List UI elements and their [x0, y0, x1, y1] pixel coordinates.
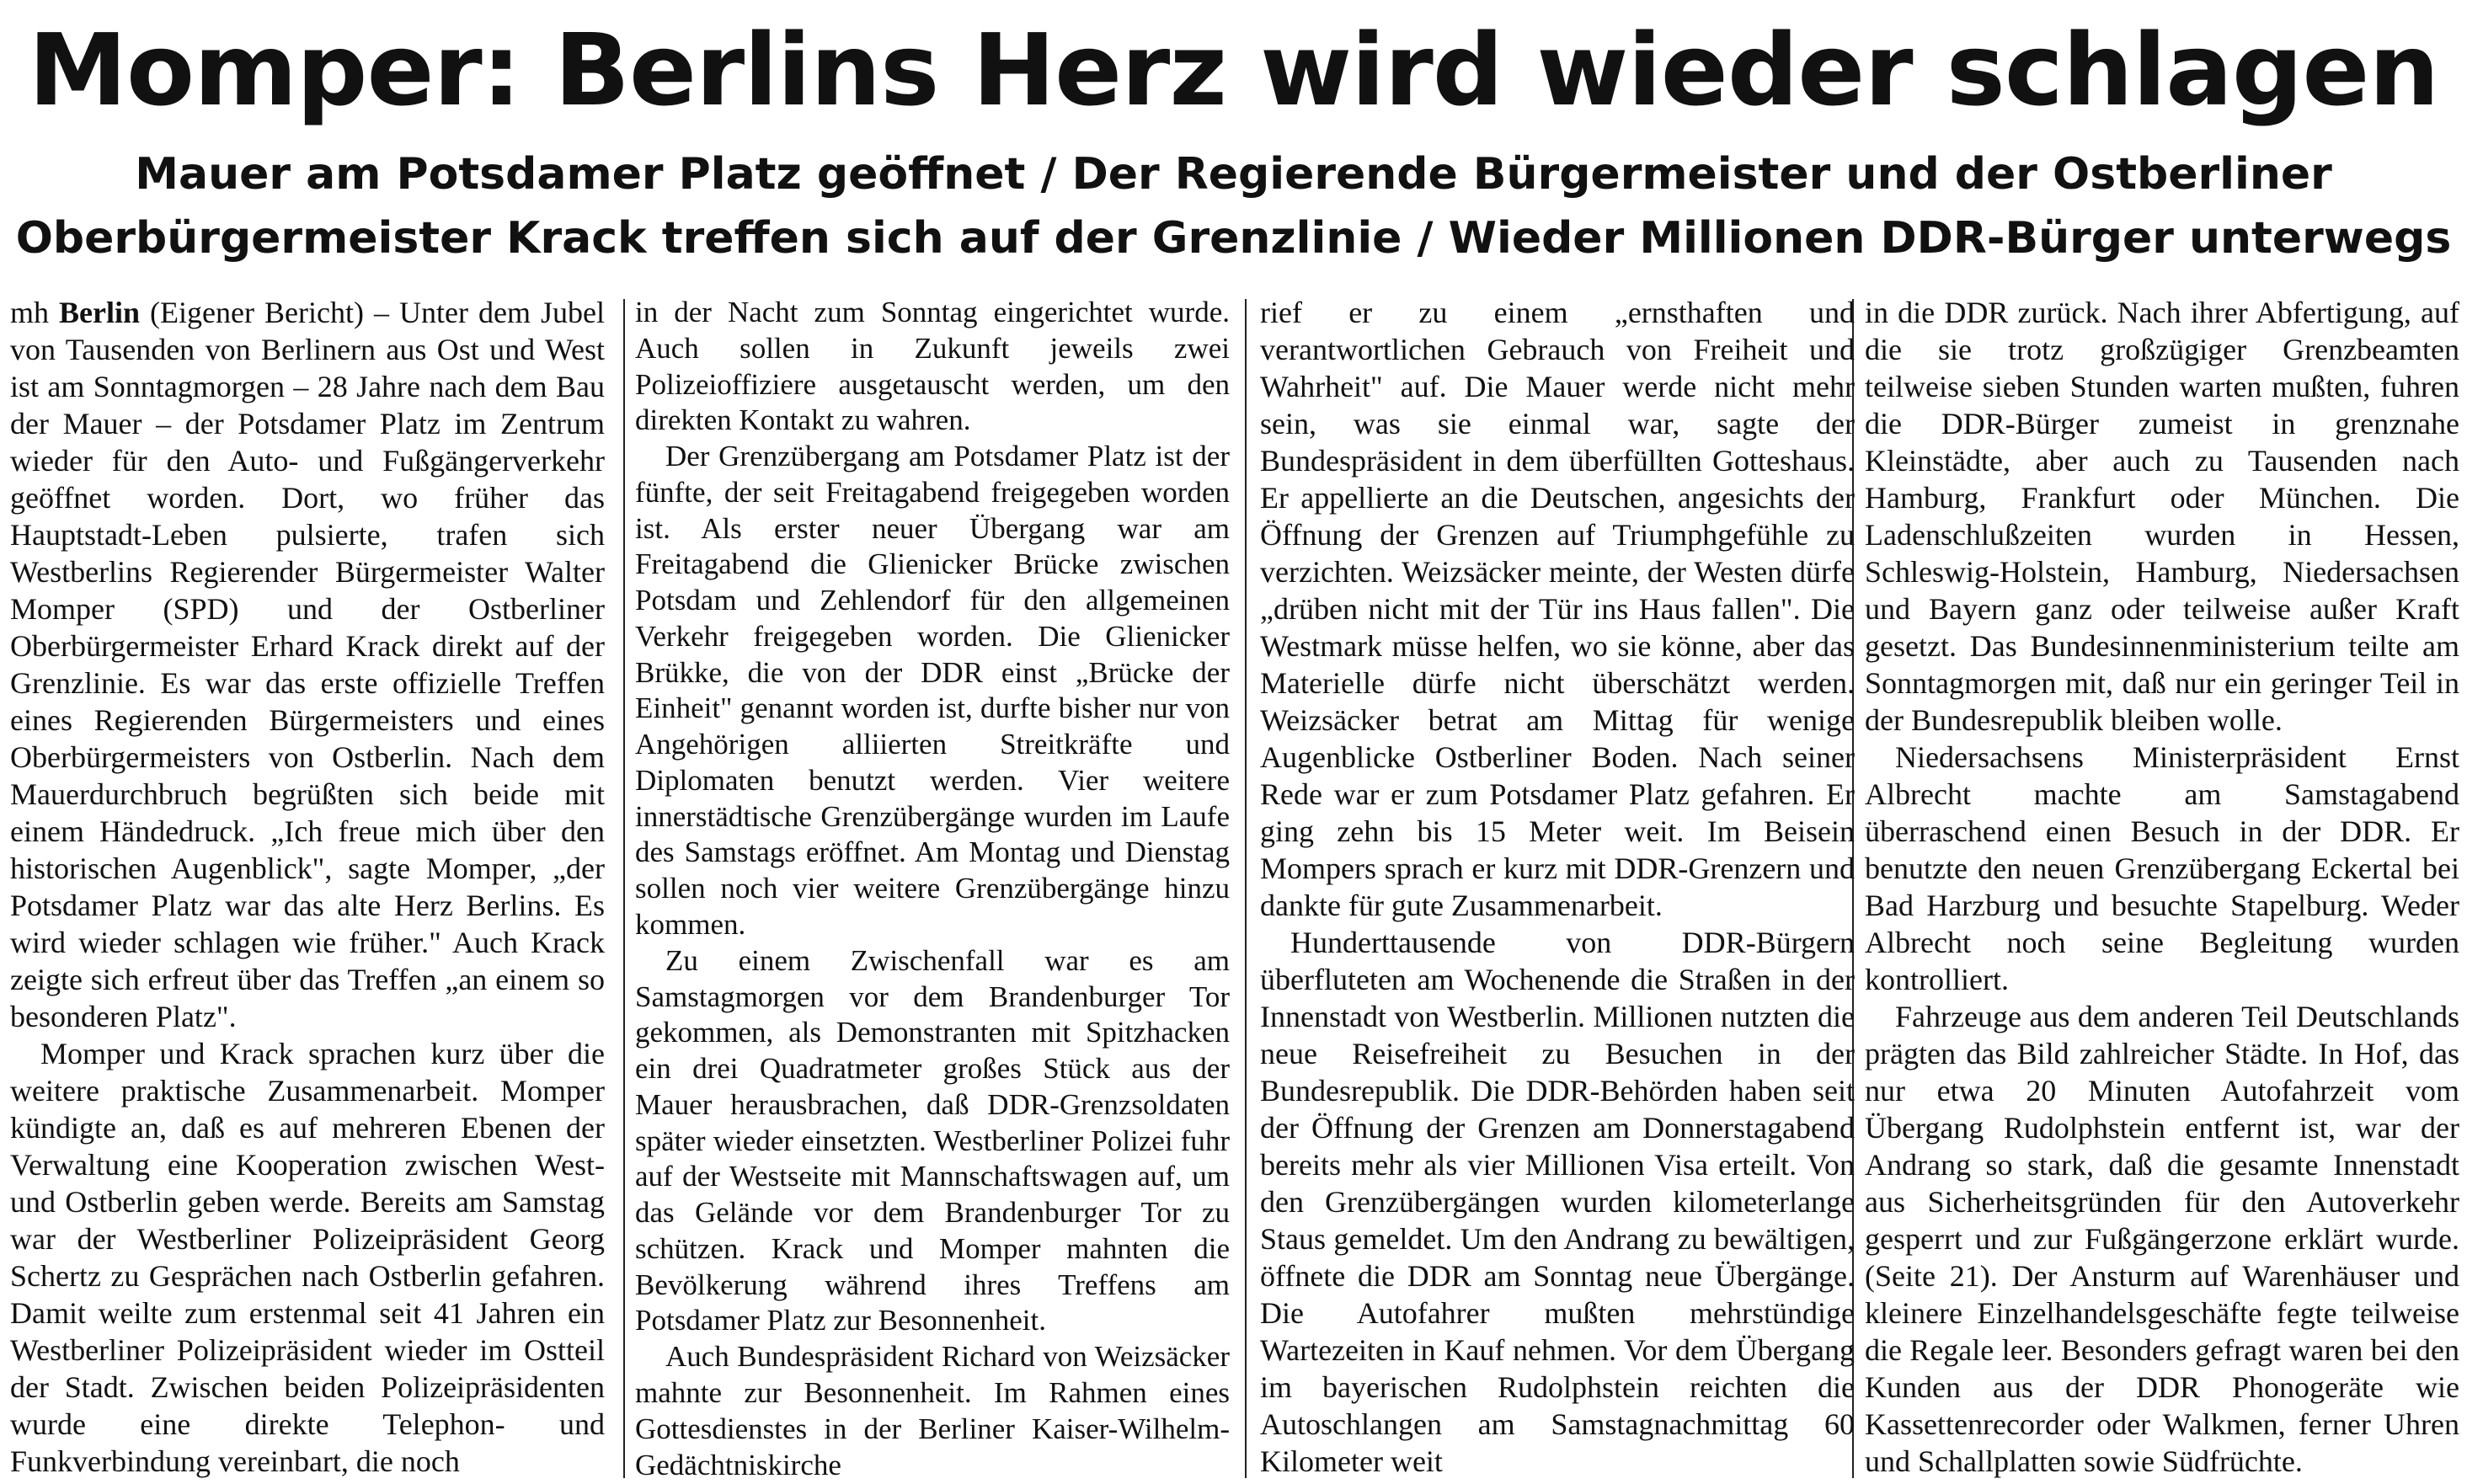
byline-prefix: mh [10, 296, 60, 329]
article-paragraph: rief er zu einem „ernsthaften und verantwortlichen Gebrauch von Freiheit und Wahrheit" auf. Die Mauer werde nicht mehr sein, was sie einmal war, sagte der Bundespräsident in dem überfüllten Gotteshaus. Er appellierte an die Deutschen, angesichts der Öffnung der Grenzen auf Triumphgefühle zu verzichten. Weizsäcker meinte, der Westen dürfe „drüben nicht mit der Tür ins Haus fallen". Die Westmark müsse helfen, wo sie könne, aber das Materielle dürfe nicht überschätzt werden. Weizsäcker betrat am Mittag für wenige Augenblicke Ostberliner Boden. Nach seiner Rede war er zum Potsdamer Platz gefahren. Er ging zehn bis 15 Meter weit. Im Beisein Mompers sprach er kurz mit DDR-Grenzern und dankte für gute Zusammenarbeit. [1260, 296, 1855, 922]
article-column-2 [635, 295, 1230, 1482]
article-paragraph: Momper und Krack sprachen kurz über die weitere praktische Zusammenarbeit. Momper kündigte an, daß es auf mehreren Ebenen der Verwaltung eine Kooperation zwischen West- und Ostberlin geben werde. Bereits am Samstag war der Westberliner Polizeipräsident Georg Schertz zu Gesprächen nach Ostberlin gefahren. Damit weilte zum erstenmal seit 41 Jahren ein Westberliner Polizeipräsident wieder im Ostteil der Stadt. Zwischen beiden Polizeipräsidenten wurde eine direkte Telephon- und Funkverbindung vereinbart, die noch [10, 1036, 605, 1478]
article-paragraph: Zu einem Zwischenfall war es am Samstagmorgen vor dem Brandenburger Tor gekommen, als Demonstranten mit Spitzhacken ein drei Quadratmeter großes Stück aus der Mauer herausbrachen, daß DDR-Grenzsoldaten später wieder einsetzten. Westberliner Polizei fuhr auf der Westseite mit Mannschaftswagen auf, um das Gelände vor dem Brandenburger Tor zu schützen. Krack und Momper mahnten die Bevölkerung während ihres Treffens am Potsdamer Platz zur Besonnenheit. [635, 943, 1230, 1337]
article-paragraph: Auch Bundespräsident Richard von Weizsäcker mahnte zur Besonnenheit. Im Rahmen eines Gottesdienstes in der Berliner Kaiser-Wilhelm-Gedächtniskirche [635, 1340, 1230, 1481]
article-paragraph: in der Nacht zum Sonntag eingerichtet wurde. Auch sollen in Zukunft jeweils zwei Polizeioffiziere ausgetauscht werden, um den direkten Kontakt zu wahren. [635, 296, 1230, 437]
article-paragraph [10, 295, 605, 1036]
article-paragraph: Niedersachsens Ministerpräsident Ernst Albrecht machte am Samstagabend überraschend einen Besuch in der DDR. Er benutzte den neuen Grenzübergang Eckertal bei Bad Harzburg und besuchte Stapelburg. Weder Albrecht noch seine Begleitung wurden kontrolliert. [1865, 739, 2459, 996]
article-column-1 [10, 295, 605, 1482]
article-paragraph: in die DDR zurück. Nach ihrer Abfertigung, auf die sie trotz großzügiger Grenzbeamten teilweise sieben Stunden warten mußten, fuhren die DDR-Bürger zumeist in grenznahe Kleinstädte, aber auch zu Tausenden nach Hamburg, Frankfurt oder München. Die Ladenschlußzeiten wurden in Hessen, Schleswig-Holstein, Hamburg, Niedersachsen und Bayern ganz oder teilweise außer Kraft gesetzt. Das Bundesinnenministerium teilte am Sonntagmorgen mit, daß nur ein geringer Teil in der Bundesrepublik bleiben wolle. [1865, 296, 2459, 737]
subheadline-line-1: Mauer am Potsdamer Platz geöffnet / Der Regierende Bürgermeister und der Ostberliner [135, 149, 2332, 200]
article-column-4 [1865, 295, 2459, 1482]
paragraph-text: (Eigener Bericht) – Unter dem Jubel von Tausenden von Berlinern aus Ost und West ist am Sonntagmorgen – 28 Jahre nach dem Bau der Mauer – der Potsdamer Platz im Zentrum wieder für den Auto- und Fußgängerverkehr geöffnet worden. Dort, wo früher das Hauptstadt-Leben pulsierte, trafen sich Westberlins Regierender Bürgermeister Walter Momper (SPD) und der Ostberliner Oberbürgermeister Erhard Krack direkt auf der Grenzlinie. Es war das erste offizielle Treffen eines Regierenden Bürgermeisters und eines Oberbürgermeisters von Ostberlin. Nach dem Mauerdurchbruch begrüßten sich beide mit einem Händedruck. „Ich freue mich über den historischen Augenblick", sagte Momper, „der Potsdamer Platz war das alte Herz Berlins. Es wird wieder schlagen wie früher." Auch Krack zeigte sich erfreut über das Treffen „an einem so besonderen Platz". [10, 296, 605, 1033]
article-column-3 [1260, 295, 1855, 1482]
headline: Momper: Berlins Herz wird wieder schlagen [28, 12, 2439, 128]
dateline: Berlin [59, 296, 141, 329]
article-paragraph: Der Grenzübergang am Potsdamer Platz ist der fünfte, der seit Freitagabend freigegeben worden ist. Als erster neuer Übergang war am Freitagabend die Glienicker Brücke zwischen Potsdam und Zehlendorf für den allgemeinen Verkehr freigegeben worden. Die Glienicker Brükke, die von der DDR einst „Brücke der Einheit" genannt worden ist, durfte bisher nur von Angehörigen alliierten Streitkräfte und Diplomaten benutzt werden. Vier weitere innerstädtische Grenzübergänge wurden im Laufe des Samstags eröffnet. Am Montag und Dienstag sollen noch vier weitere Grenzübergänge hinzu kommen. [635, 440, 1230, 942]
article-paragraph: Fahrzeuge aus dem anderen Teil Deutschlands prägten das Bild zahlreicher Städte. In Hof, das nur etwa 20 Minuten Autofahrzeit vom Übergang Rudolphstein entfernt ist, war der Andrang so stark, daß die gesamte Innenstadt aus Sicherheitsgründen für den Autoverkehr gesperrt und zur Fußgängerzone erklärt wurde. (Seite 21). Der Ansturm auf Warenhäuser und kleinere Einzelhandelsgeschäfte fegte teilweise die Regale leer. Besonders gefragt waren bei den Kunden aus der DDR Phonogeräte wie Kassettenrecorder oder Walkmen, ferner Uhren und Schallplatten sowie Südfrüchte. [1865, 999, 2459, 1478]
column-rule [1245, 299, 1247, 1478]
article-paragraph: Hunderttausende von DDR-Bürgern überfluteten am Wochenende die Straßen in der Innenstadt von Westberlin. Millionen nutzten die neue Reisefreiheit zu Besuchen in der Bundesrepublik. Die DDR-Behörden haben seit der Öffnung der Grenzen am Donnerstagabend bereits mehr als vier Millionen Visa erteilt. Von den Grenzübergängen wurden kilometerlange Staus gemeldet. Um den Andrang zu bewältigen, öffnete die DDR am Sonntag neue Übergänge. Die Autofahrer mußten mehrstündige Wartezeiten in Kauf nehmen. Vor dem Übergang im bayerischen Rudolphstein reichten die Autoschlangen am Samstagnachmittag 60 Kilometer weit [1260, 925, 1855, 1478]
subheadline-line-2: Oberbürgermeister Krack treffen sich auf der Grenzlinie / Wieder Millionen DDR-Bürger unterwegs [15, 213, 2452, 264]
column-rule [623, 299, 625, 1478]
